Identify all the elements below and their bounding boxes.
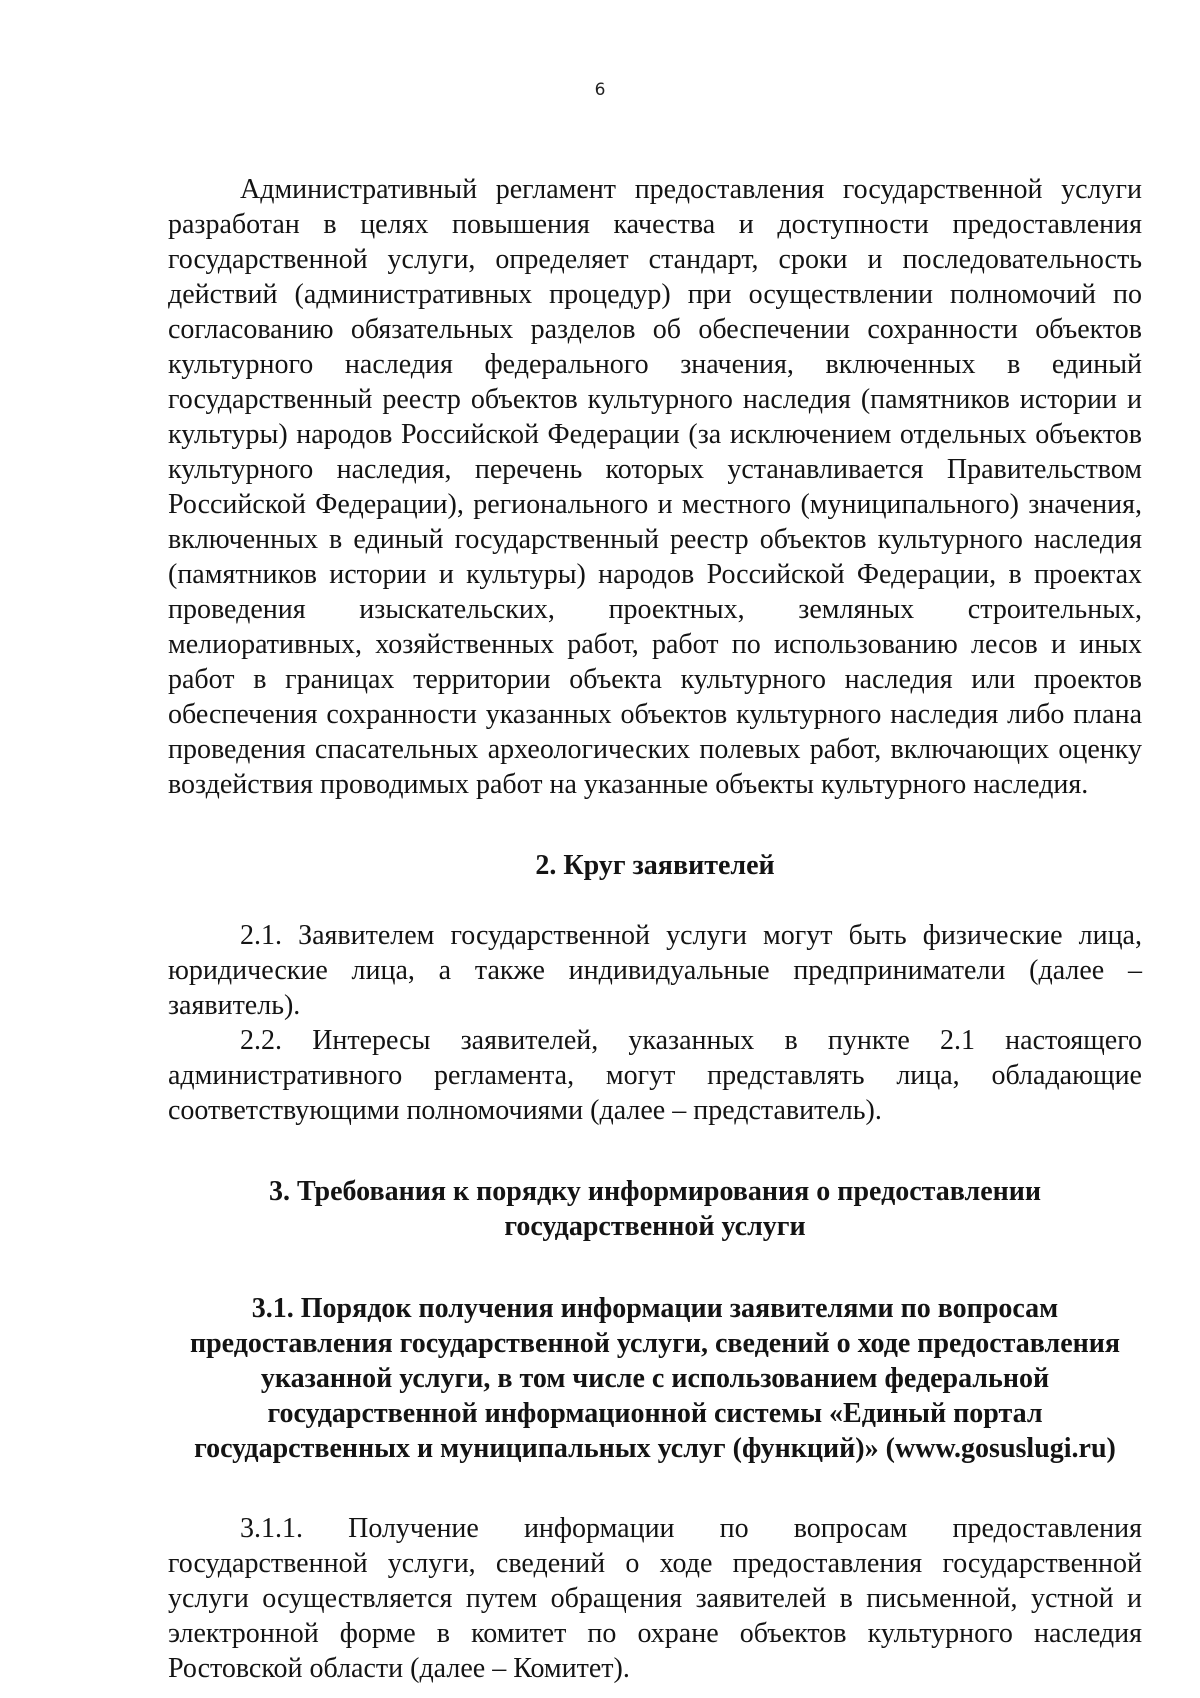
section-3-heading (168, 1174, 1142, 1244)
paragraph-3-1-1: 3.1.1. Получение информации по вопросам предоставления государственной услуги, сведений о ходе предоставления государственной услуги осуществляется путем обращения заявителей в письменной, устной и электронной форме в комитет по охране объектов культурного наследия Ростовской области (далее – Комитет). (168, 1513, 1142, 1684)
section-3-heading-line-1: 3. Требования к порядку информирования о предоставлении (268, 1176, 1042, 1207)
paragraph-2-2: 2.2. Интересы заявителей, указанных в пункте 2.1 настоящего административного регламента, могут представлять лица, обладающие соответствующими полномочиями (далее – представитель). (168, 1025, 1142, 1126)
section-3-1-heading-line-4: государственной информационной системы «Единый портал (267, 1398, 1043, 1429)
section-3-1-heading-line-3: указанной услуги, в том числе с использованием федеральной (260, 1363, 1050, 1394)
document-body (168, 172, 1142, 1686)
section-3-1-heading-line-5: государственных и муниципальных услуг (функций)» (www.gosuslugi.ru) (194, 1433, 1116, 1464)
page-number: 6 (594, 80, 606, 100)
section-3-heading-line-2: государственной услуги (504, 1211, 806, 1242)
paragraph-2-1: 2.1. Заявителем государственной услуги могут быть физические лица, юридические лица, а также индивидуальные предприниматели (далее – заявитель). (168, 920, 1142, 1021)
section-2-heading: 2. Круг заявителей (535, 850, 775, 881)
section-3-1-heading-line-1: 3.1. Порядок получения информации заявителями по вопросам (251, 1293, 1059, 1324)
section-3-1-heading (168, 1291, 1142, 1466)
intro-paragraph: Административный регламент предоставления государственной услуги разработан в целях повышения качества и доступности предоставления государственной услуги, определяет стандарт, сроки и последовательность действий (административных процедур) при осуществлении полномочий по согласованию обязательных разделов об обеспечении сохранности объектов культурного наследия федерального значения, включенных в единый государственный реестр объектов культурного наследия (памятников истории и культуры) народов Российской Федерации (за исключением отдельных объектов культурного наследия, перечень которых устанавливается Правительством Российской Федерации), регионального и местного (муниципального) значения, включенных в единый государственный реестр объектов культурного наследия (памятников истории и культуры) народов Российской Федерации, в проектах проведения изыскательских, проектных, земляных строительных, мелиоративных, хозяйственных работ, работ по использованию лесов и иных работ в границах территории объекта культурного наследия или проектов обеспечения сохранности указанных объектов культурного наследия либо плана проведения спасательных археологических полевых работ, включающих оценку воздействия проводимых работ на указанные объекты культурного наследия. (168, 174, 1142, 800)
section-3-1-heading-line-2: предоставления государственной услуги, сведений о ходе предоставления (189, 1328, 1121, 1359)
